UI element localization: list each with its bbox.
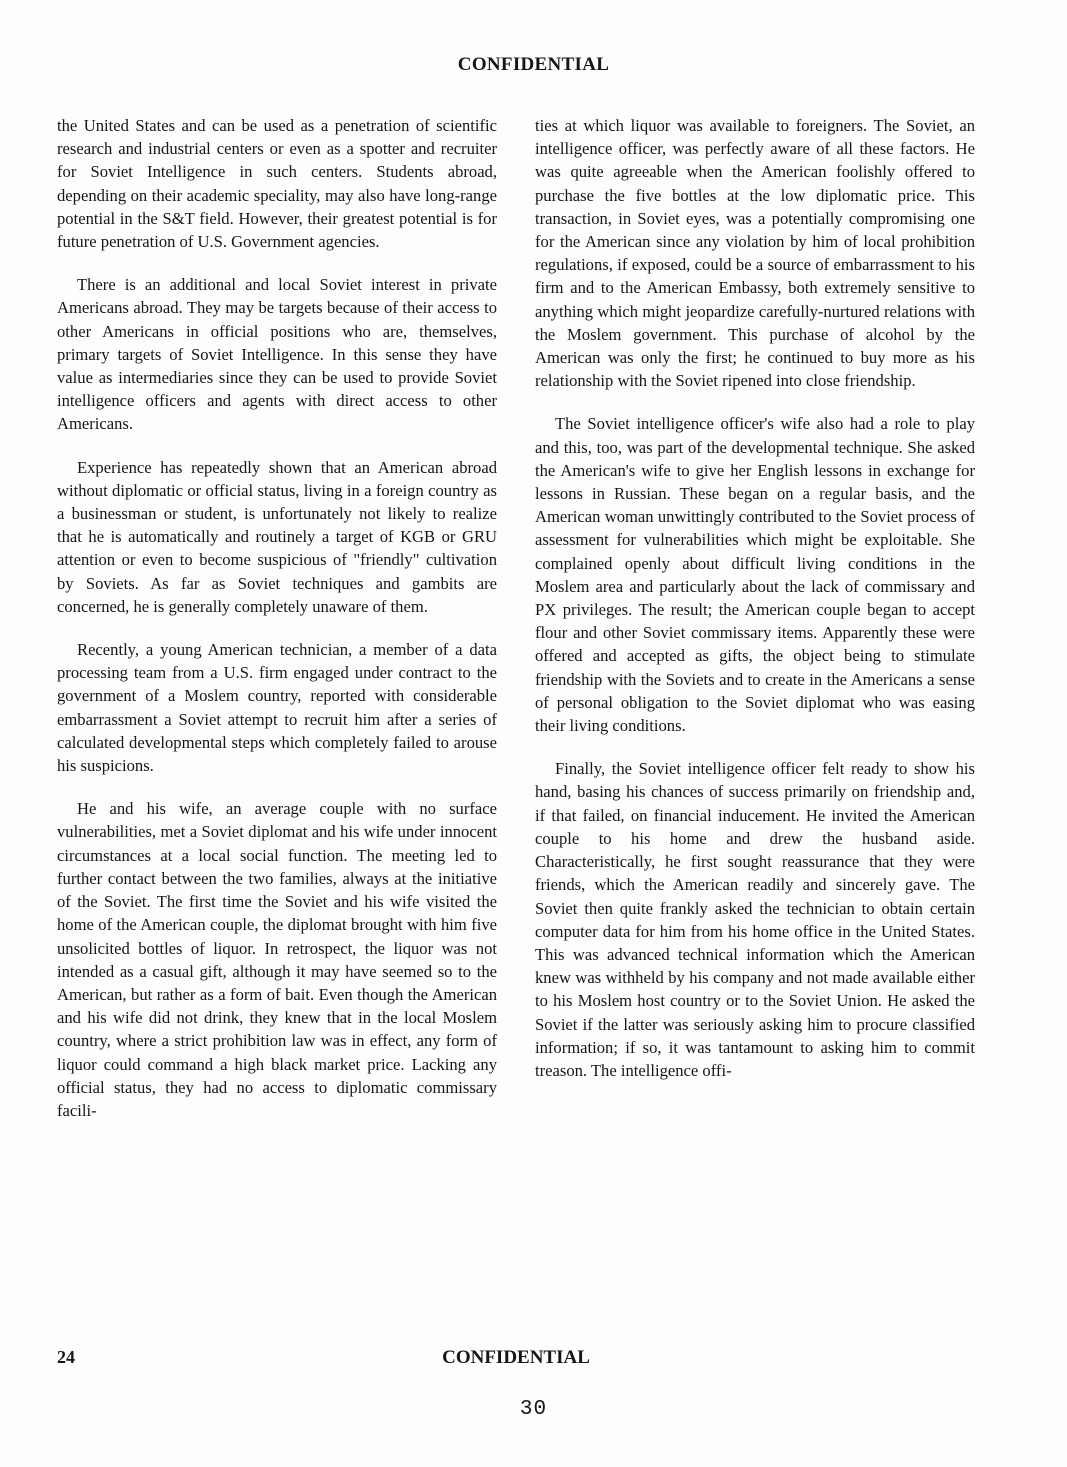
footer <box>57 1347 975 1373</box>
right-column <box>535 114 975 1122</box>
paragraph: There is an additional and local Soviet interest in private Americans abroad. They may be targets because of their access to other Americans in official positions who are, themselves, primary targets of Soviet Intelligence. In this sense they have value as intermediaries since they can be used to provide Soviet intelligence officers and agents with direct access to other Americans. <box>57 275 497 434</box>
footer-classification: CONFIDENTIAL <box>442 1347 590 1368</box>
scan-page-number: 30 <box>519 1398 548 1421</box>
paragraph: the United States and can be used as a penetration of scientific research and industrial centers or even as a spotter and recruiter for Soviet Intelligence in such centers. Students abroad, depending on their academic speciality, may also have long-range potential in the S&T field. However, their greatest potential is for future penetration of U.S. Government agencies. <box>57 116 497 252</box>
paragraph: The Soviet intelligence officer's wife also had a role to play and this, too, was part of the developmental technique. She asked the American's wife to give her English lessons in exchange for lessons in Russian. These began on a regular basis, and the American woman unwittingly contributed to the Soviet process of assessment for vulnerabilities which might be exploitable. She complained openly about difficult living conditions in the Moslem area and particularly about the lack of commissary and PX privileges. The result; the American couple began to accept flour and other Soviet commissary items. Apparently these were offered and accepted as gifts, the object being to stimulate friendship with the Soviets and to create in the Americans a sense of personal obligation to the Soviet diplomat who was easing their living conditions. <box>535 414 975 736</box>
paragraph: Experience has repeatedly shown that an American abroad without diplomatic or official status, living in a foreign country as a businessman or student, is unfortunately not likely to realize that he is automatically and routinely a target of KGB or GRU attention or even to become suspicious of "friendly" cultivation by Soviets. As far as Soviet techniques and gambits are concerned, he is generally completely unaware of them. <box>57 457 497 616</box>
left-column <box>57 114 497 1122</box>
paragraph: Finally, the Soviet intelligence officer felt ready to show his hand, basing his chances of success primarily on friendship and, if that failed, on financial inducement. He invited the American couple to his home and drew the husband aside. Characteristically, he first sought reassurance that they were friends, which the American readily and sincerely gave. The Soviet then quite frankly asked the technician to obtain certain computer data for him from his home office in the United States. This was advanced technical information which the American knew was withheld by his company and not made available either to his Moslem host country or to the Soviet Union. He asked the Soviet if the latter was seriously asking him to procure classified information; if so, it was tantamount to asking him to commit treason. The intelligence offi- <box>535 759 975 1080</box>
paragraph: He and his wife, an average couple with no surface vulnerabilities, met a Soviet diplomat and his wife under innocent circumstances at a local social function. The meeting led to further contact between the two families, always at the initiative of the Soviet. The first time the Soviet and his wife visited the home of the American couple, the diplomat brought with him five unsolicited bottles of liquor. In retrospect, the liquor was not intended as a casual gift, although it may have seemed so to the American, but rather as a form of bait. Even though the American and his wife did not drink, they knew that in the local Moslem country, where a strict prohibition law was in effect, any form of liquor could command a high black market price. Lacking any official status, they had no access to diplomatic commissary facili- <box>57 799 497 1120</box>
page-number: 24 <box>57 1347 75 1367</box>
header-classification: CONFIDENTIAL <box>457 54 610 75</box>
body-columns <box>57 114 975 1122</box>
paragraph: Recently, a young American technician, a member of a data processing team from a U.S. firm engaged under contract to the government of a Moslem country, reported with considerable embarrassment a Soviet attempt to recruit him after a series of calculated developmental steps which completely failed to arouse his suspicions. <box>57 640 497 776</box>
paragraph: ties at which liquor was available to foreigners. The Soviet, an intelligence officer, was perfectly aware of all these factors. He was quite agreeable when the American foolishly offered to purchase the five bottles at the low diplomatic price. This transaction, in Soviet eyes, was a potentially compromising one for the American since any violation by him of local prohibition regulations, if exposed, could be a source of embarrassment to his firm and to the American Embassy, both extremely sensitive to anything which might jeopardize carefully-nurtured relations with the Moslem government. This purchase of alcohol by the American was only the first; he continued to buy more as his relationship with the Soviet ripened into close friendship. <box>535 116 975 391</box>
